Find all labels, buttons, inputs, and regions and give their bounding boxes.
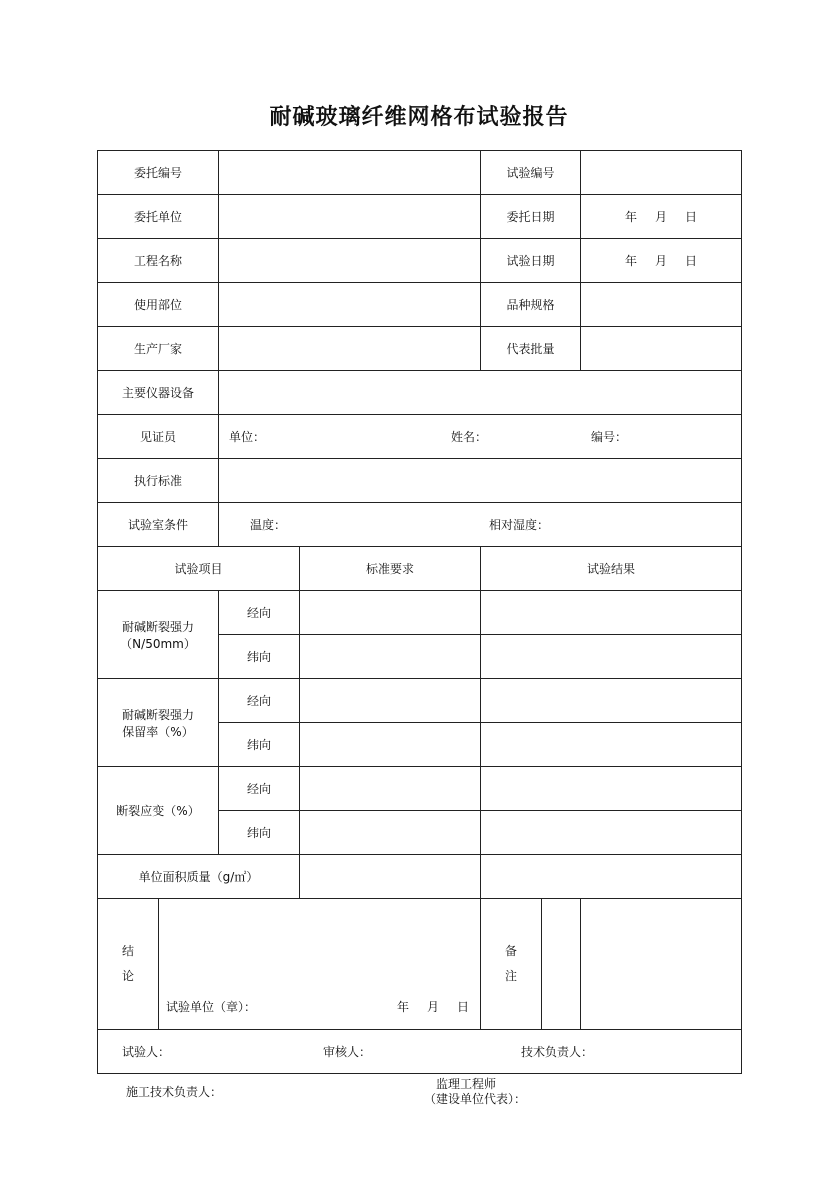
direction-weft: 纬向 bbox=[219, 811, 300, 855]
header-test-item: 试验项目 bbox=[98, 547, 300, 591]
header-result: 试验结果 bbox=[481, 547, 742, 591]
row-entrust-unit bbox=[98, 195, 742, 239]
item-breaking-strength-line1: 耐碱断裂强力 bbox=[122, 619, 195, 634]
month-label: 月 bbox=[655, 254, 668, 268]
label-batch: 代表批量 bbox=[481, 327, 581, 371]
supervisor-label-line2: （建设单位代表）： bbox=[424, 1092, 527, 1106]
header-requirement: 标准要求 bbox=[300, 547, 481, 591]
field-usage-part[interactable] bbox=[219, 283, 481, 327]
remark-field[interactable] bbox=[542, 899, 580, 1029]
label-entrust-date: 委托日期 bbox=[481, 195, 581, 239]
requirement-cell[interactable] bbox=[300, 767, 481, 811]
item-breaking-strength bbox=[98, 591, 219, 679]
row-manufacturer bbox=[98, 327, 742, 371]
conclusion-field[interactable] bbox=[159, 899, 481, 1030]
direction-warp: 经向 bbox=[219, 591, 300, 635]
label-usage-part: 使用部位 bbox=[98, 283, 219, 327]
label-standard: 执行标准 bbox=[98, 459, 219, 503]
label-test-no: 试验编号 bbox=[481, 151, 581, 195]
day-label: 日 bbox=[457, 1000, 470, 1014]
row-witness bbox=[98, 415, 742, 459]
result-cell[interactable] bbox=[481, 855, 742, 899]
label-manufacturer: 生产厂家 bbox=[98, 327, 219, 371]
field-equipment[interactable] bbox=[219, 371, 742, 415]
conclusion-row bbox=[98, 899, 742, 1030]
label-spec: 品种规格 bbox=[481, 283, 581, 327]
item-retention-line2: 保留率（%） bbox=[122, 724, 194, 739]
result-cell[interactable] bbox=[481, 635, 742, 679]
row-standard bbox=[98, 459, 742, 503]
temperature-label: 温度： bbox=[250, 518, 287, 532]
month-label: 月 bbox=[427, 1000, 440, 1014]
label-lab-condition: 试验室条件 bbox=[98, 503, 219, 547]
result-cell[interactable] bbox=[481, 767, 742, 811]
field-manufacturer[interactable] bbox=[219, 327, 481, 371]
item-breaking-strain: 断裂应变（%） bbox=[98, 767, 219, 855]
tester-label: 试验人： bbox=[122, 1045, 171, 1059]
day-label: 日 bbox=[685, 210, 698, 224]
result-cell[interactable] bbox=[481, 679, 742, 723]
reviewer-label: 审核人： bbox=[323, 1045, 372, 1059]
tech-lead-label: 技术负责人： bbox=[521, 1045, 594, 1059]
conclusion-date bbox=[388, 998, 478, 1015]
row-usage-part bbox=[98, 283, 742, 327]
direction-weft: 纬向 bbox=[219, 635, 300, 679]
label-test-date: 试验日期 bbox=[481, 239, 581, 283]
label-witness: 见证员 bbox=[98, 415, 219, 459]
requirement-cell[interactable] bbox=[300, 855, 481, 899]
remark-label-char2: 注 bbox=[505, 969, 518, 983]
field-spec[interactable] bbox=[581, 283, 742, 327]
field-test-no[interactable] bbox=[581, 151, 742, 195]
item-retention-rate bbox=[98, 679, 219, 767]
conclusion-label-char1: 结 bbox=[121, 944, 134, 958]
row-project-name bbox=[98, 239, 742, 283]
supervisor-label-line1: 监理工程师 bbox=[436, 1077, 497, 1091]
year-label: 年 bbox=[624, 254, 637, 268]
item-breaking-strength-line2: （N/50mm） bbox=[120, 636, 196, 651]
field-entrust-date[interactable] bbox=[581, 195, 742, 239]
field-standard[interactable] bbox=[219, 459, 742, 503]
field-witness[interactable] bbox=[219, 415, 742, 459]
table-row bbox=[98, 855, 742, 899]
requirement-cell[interactable] bbox=[300, 679, 481, 723]
result-cell[interactable] bbox=[481, 591, 742, 635]
label-equipment: 主要仪器设备 bbox=[98, 371, 219, 415]
field-project-name[interactable] bbox=[219, 239, 481, 283]
result-cell[interactable] bbox=[481, 811, 742, 855]
requirement-cell[interactable] bbox=[300, 591, 481, 635]
report-title: 耐碱玻璃纤维网格布试验报告 bbox=[269, 105, 569, 130]
row-lab-condition bbox=[98, 503, 742, 547]
day-label: 日 bbox=[685, 254, 698, 268]
field-entrust-unit[interactable] bbox=[219, 195, 481, 239]
item-retention-line1: 耐碱断裂强力 bbox=[122, 707, 195, 722]
field-test-date[interactable] bbox=[581, 239, 742, 283]
requirement-cell[interactable] bbox=[300, 811, 481, 855]
conclusion-label-char2: 论 bbox=[121, 969, 134, 983]
witness-unit-label: 单位： bbox=[229, 430, 266, 444]
requirement-cell[interactable] bbox=[300, 635, 481, 679]
signature-field bbox=[98, 1030, 742, 1074]
row-equipment bbox=[98, 371, 742, 415]
result-cell[interactable] bbox=[481, 723, 742, 767]
label-entrust-unit: 委托单位 bbox=[98, 195, 219, 239]
direction-weft: 纬向 bbox=[219, 723, 300, 767]
witness-name-label: 姓名： bbox=[451, 430, 488, 444]
construction-lead-label: 施工技术负责人： bbox=[126, 1085, 223, 1099]
table-row bbox=[98, 591, 742, 635]
field-lab-condition[interactable] bbox=[219, 503, 742, 547]
humidity-label: 相对湿度： bbox=[489, 518, 550, 532]
test-unit-stamp-label: 试验单位（章）： bbox=[166, 1000, 257, 1014]
report-table bbox=[97, 150, 742, 1074]
results-header-row bbox=[98, 547, 742, 591]
witness-no-label: 编号： bbox=[591, 430, 628, 444]
remark-field-extension[interactable] bbox=[581, 899, 742, 1030]
label-entrust-no: 委托编号 bbox=[98, 151, 219, 195]
signature-row bbox=[98, 1030, 742, 1074]
remark-label bbox=[481, 899, 581, 1030]
item-unit-mass: 单位面积质量（g/㎡） bbox=[98, 855, 300, 899]
remark-label-char1: 备 bbox=[505, 944, 518, 958]
year-label: 年 bbox=[397, 1000, 410, 1014]
year-label: 年 bbox=[624, 210, 637, 224]
table-row bbox=[98, 679, 742, 723]
table-row bbox=[98, 767, 742, 811]
row-entrust-no bbox=[98, 151, 742, 195]
conclusion-label bbox=[98, 899, 159, 1030]
label-project-name: 工程名称 bbox=[98, 239, 219, 283]
field-batch[interactable] bbox=[581, 327, 742, 371]
requirement-cell[interactable] bbox=[300, 723, 481, 767]
month-label: 月 bbox=[655, 210, 668, 224]
direction-warp: 经向 bbox=[219, 679, 300, 723]
direction-warp: 经向 bbox=[219, 767, 300, 811]
field-entrust-no[interactable] bbox=[219, 151, 481, 195]
